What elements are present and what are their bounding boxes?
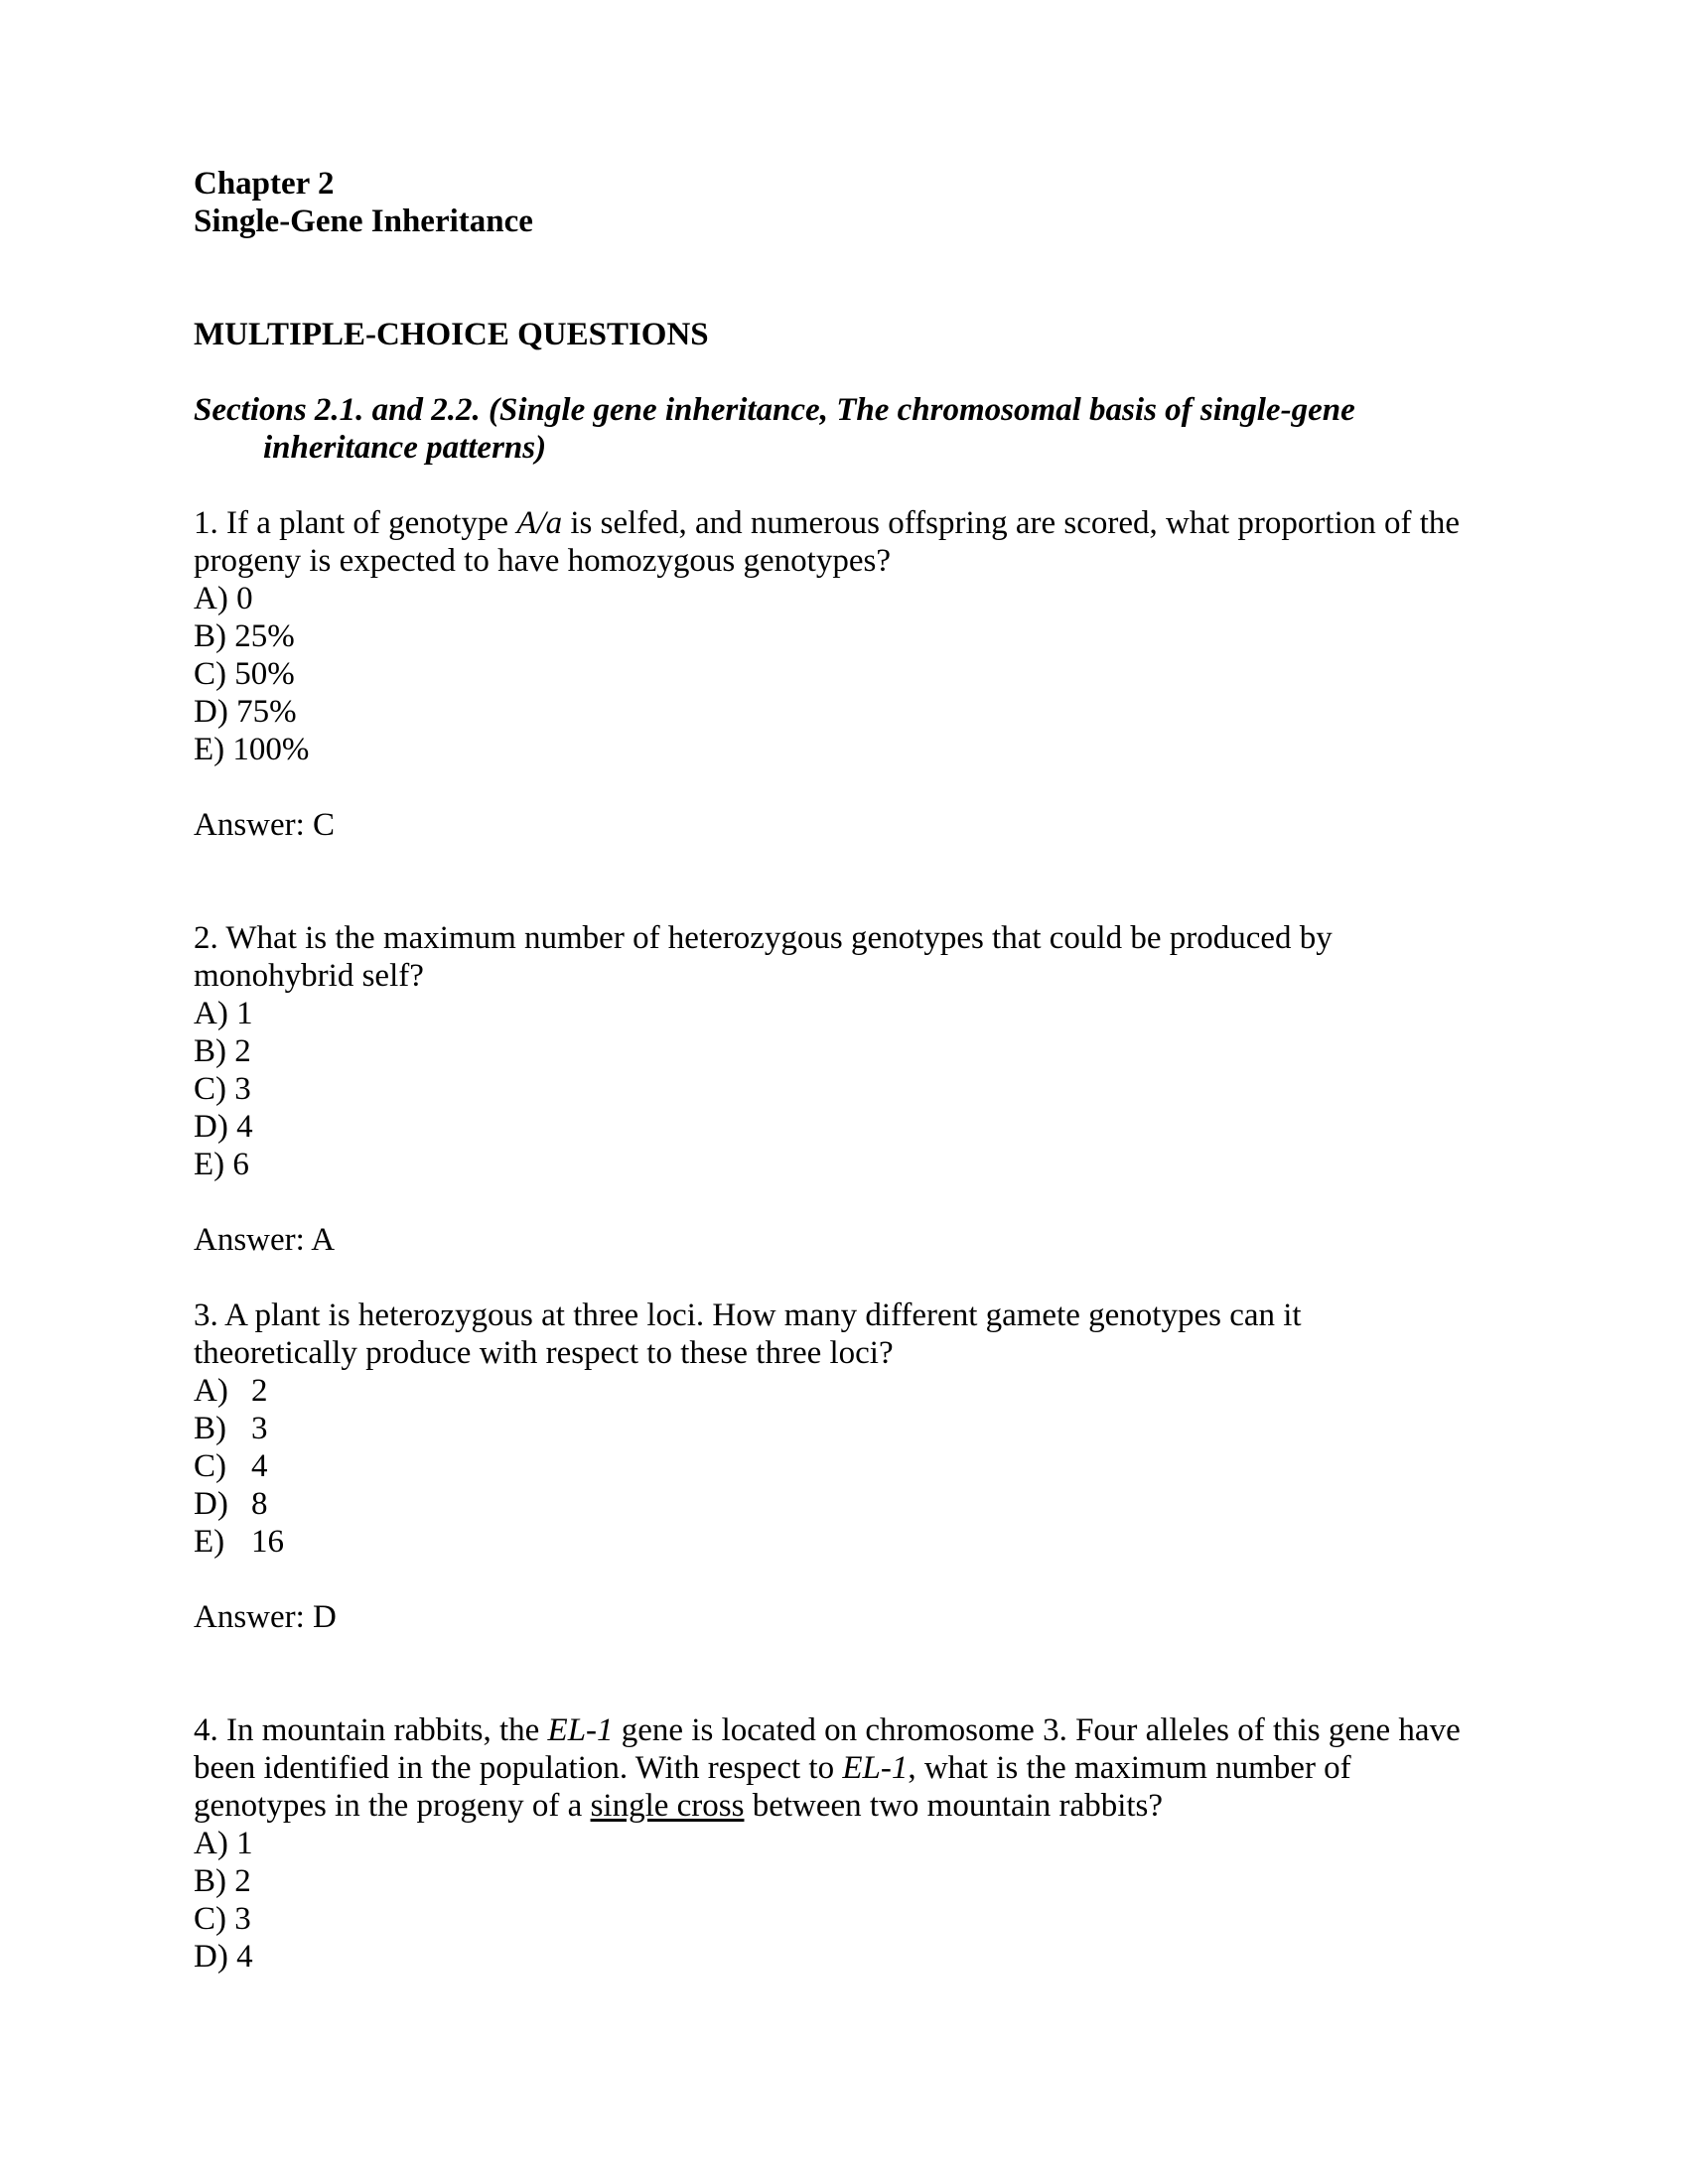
genotype-term: A/a	[516, 505, 563, 541]
question-4-text: been identified in the population. With respect to	[194, 1750, 843, 1786]
option-value: 3	[251, 1411, 268, 1446]
subsection-heading-line2: inheritance patterns)	[263, 430, 547, 466]
question-3-option-e	[194, 1523, 284, 1561]
question-4-text: genotypes in the progeny of a	[194, 1788, 591, 1824]
question-1-option-c: C) 50%	[194, 656, 295, 692]
question-3-option-b	[194, 1410, 268, 1447]
question-2-option-a: A) 1	[194, 996, 253, 1031]
gene-term: EL-1	[842, 1750, 909, 1786]
question-4-text-line3	[194, 1787, 1163, 1825]
question-4-text-line2	[194, 1749, 1351, 1787]
question-1-text-cont: is selfed, and numerous offspring are scored, what proportion of the	[562, 505, 1461, 541]
question-1-option-e: E) 100%	[194, 732, 310, 767]
chapter-label: Chapter 2	[194, 166, 335, 202]
question-2-text-line1: 2. What is the maximum number of heterozygous genotypes that could be produced by	[194, 920, 1333, 956]
question-4-option-d: D) 4	[194, 1939, 253, 1975]
question-2-text-line2: monohybrid self?	[194, 958, 424, 994]
option-letter: C)	[194, 1448, 226, 1484]
question-1-option-a: A) 0	[194, 581, 253, 616]
question-3-option-d	[194, 1485, 268, 1523]
question-4-text-cont: , what is the maximum number of	[908, 1750, 1351, 1786]
gene-term: EL-1	[547, 1712, 614, 1748]
question-1-option-b: B) 25%	[194, 618, 295, 654]
question-2-option-c: C) 3	[194, 1071, 251, 1107]
question-4-text-cont: gene is located on chromosome 3. Four alleles of this gene have	[613, 1712, 1461, 1748]
question-4-text-line1	[194, 1711, 1461, 1749]
question-1-option-d: D) 75%	[194, 694, 297, 730]
question-1-text: 1. If a plant of genotype	[194, 505, 517, 541]
emphasis-term: single cross	[590, 1788, 745, 1824]
option-value: 16	[251, 1524, 284, 1560]
option-letter: A)	[194, 1373, 228, 1409]
option-value: 8	[251, 1486, 268, 1522]
question-3-text-line2: theoretically produce with respect to these three loci?	[194, 1335, 894, 1371]
option-letter: B)	[194, 1411, 226, 1446]
question-4-text-cont: between two mountain rabbits?	[744, 1788, 1164, 1824]
question-2-answer: Answer: A	[194, 1222, 336, 1258]
option-letter: E)	[194, 1524, 225, 1560]
question-4-option-a: A) 1	[194, 1826, 253, 1861]
question-3-option-a	[194, 1372, 268, 1410]
question-2-option-b: B) 2	[194, 1033, 251, 1069]
question-3-answer: Answer: D	[194, 1599, 337, 1635]
option-value: 2	[251, 1373, 268, 1409]
chapter-title: Single-Gene Inheritance	[194, 204, 533, 239]
question-4-option-b: B) 2	[194, 1863, 251, 1899]
option-letter: D)	[194, 1486, 228, 1522]
question-4-text: 4. In mountain rabbits, the	[194, 1712, 548, 1748]
question-3-text-line1: 3. A plant is heterozygous at three loci. How many different gamete genotypes can it	[194, 1297, 1302, 1333]
question-1-answer: Answer: C	[194, 807, 336, 843]
question-3-option-c	[194, 1447, 268, 1485]
subsection-heading-line1: Sections 2.1. and 2.2. (Single gene inheritance, The chromosomal basis of single-gene	[194, 392, 1355, 428]
question-2-option-e: E) 6	[194, 1147, 249, 1182]
section-heading: MULTIPLE-CHOICE QUESTIONS	[194, 317, 709, 352]
question-2-option-d: D) 4	[194, 1109, 253, 1145]
question-1-text-line2: progeny is expected to have homozygous genotypes?	[194, 543, 891, 579]
question-1-text-line1	[194, 504, 1460, 542]
option-value: 4	[251, 1448, 268, 1484]
question-4-option-c: C) 3	[194, 1901, 251, 1937]
